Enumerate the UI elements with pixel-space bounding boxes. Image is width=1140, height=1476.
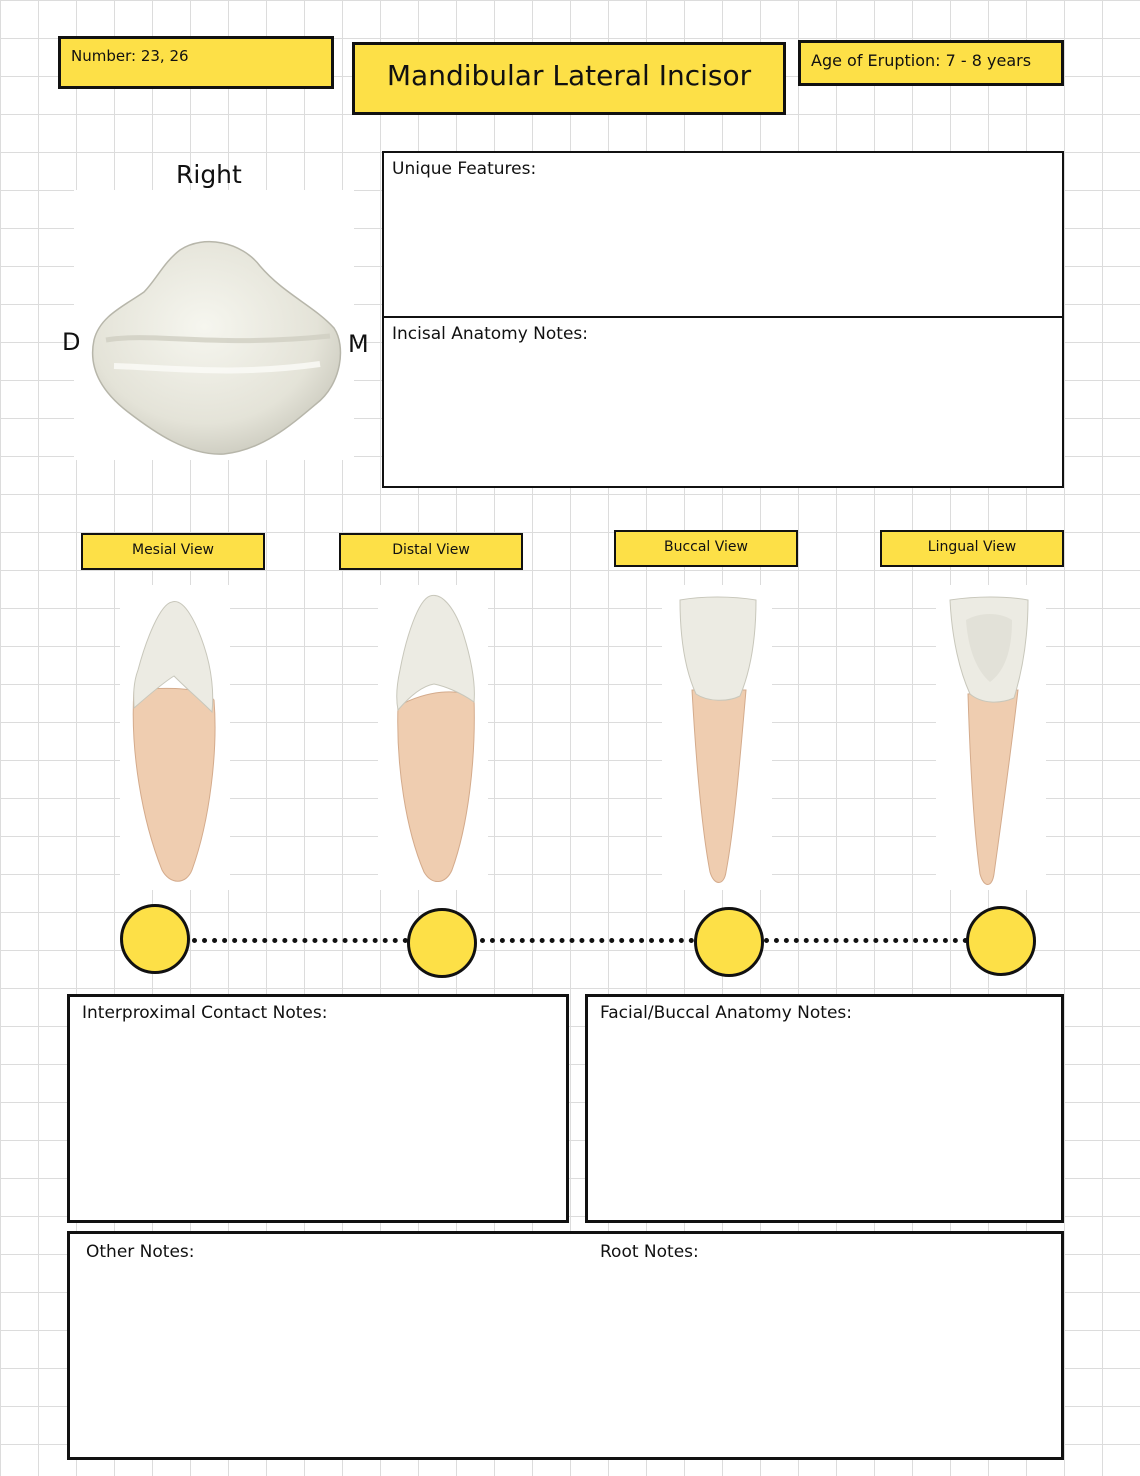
connector-2 [480, 938, 694, 943]
lingual-root [968, 690, 1018, 885]
lingual-tooth-illustration [936, 590, 1046, 890]
distal-marker: D [62, 328, 81, 356]
incisal-anatomy-box[interactable] [382, 316, 1064, 488]
distal-tooth-illustration [378, 590, 488, 890]
timeline-circle-distal[interactable] [407, 908, 477, 978]
buccal-crown [680, 597, 756, 700]
mesial-root [133, 688, 215, 881]
timeline-circle-lingual[interactable] [966, 906, 1036, 976]
incisal-crown-shape [93, 242, 341, 454]
mesial-marker: M [348, 330, 369, 358]
mesial-tooth-illustration [120, 590, 230, 890]
eruption-age-label [798, 40, 1064, 86]
other-notes-title: Other Notes: [86, 1242, 195, 1262]
buccal-root [692, 690, 746, 883]
buccal-tooth-illustration [662, 590, 772, 890]
page-title [352, 42, 786, 115]
facial-buccal-notes-title: Facial/Buccal Anatomy Notes: [600, 1003, 852, 1023]
page-title-text: Mandibular Lateral Incisor [386, 59, 752, 92]
tooth-number-text: Number: 23, 26 [71, 47, 189, 65]
timeline-circle-mesial[interactable] [120, 904, 190, 974]
interproximal-notes-box[interactable] [67, 994, 569, 1223]
incisal-anatomy-title: Incisal Anatomy Notes: [392, 324, 588, 344]
distal-root [398, 692, 475, 882]
unique-features-box[interactable] [382, 151, 1064, 318]
buccal-view-text: Buccal View [663, 539, 748, 555]
eruption-age-text: Age of Eruption: 7 - 8 years [811, 51, 1032, 70]
lingual-view-text: Lingual View [927, 539, 1017, 555]
mesial-view-text: Mesial View [131, 542, 215, 558]
incisal-tooth-illustration [84, 236, 346, 458]
tooth-number-label [58, 36, 334, 89]
facial-buccal-notes-box[interactable] [585, 994, 1064, 1223]
distal-view-text: Distal View [392, 542, 470, 558]
timeline-circle-buccal[interactable] [694, 907, 764, 977]
buccal-view-label [614, 530, 798, 567]
other-root-notes-box[interactable] [67, 1231, 1064, 1460]
unique-features-title: Unique Features: [392, 159, 537, 179]
side-label: Right [176, 160, 242, 189]
interproximal-notes-title: Interproximal Contact Notes: [82, 1003, 328, 1023]
lingual-view-label [880, 530, 1064, 567]
root-notes-title: Root Notes: [600, 1242, 699, 1262]
distal-view-label [339, 533, 523, 570]
mesial-view-label [81, 533, 265, 570]
connector-1 [192, 938, 408, 943]
connector-3 [764, 938, 968, 943]
